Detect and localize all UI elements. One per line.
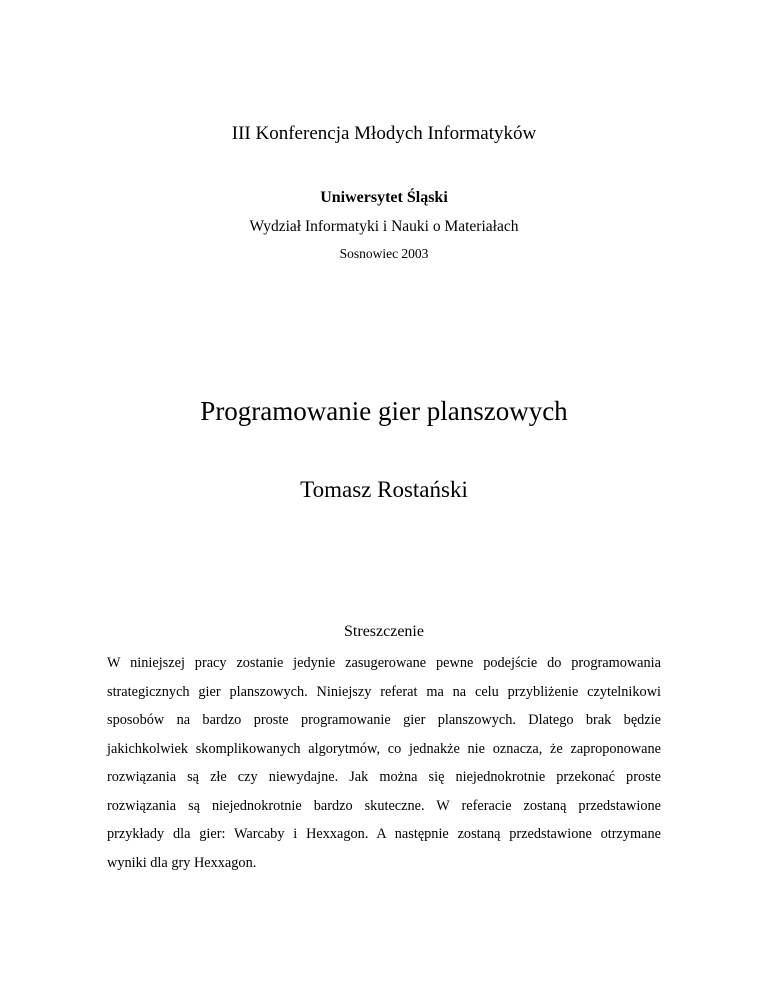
abstract-line: W niniejszej pracy zostanie jedynie zasugerowane pewne podejście do programowania: [107, 655, 661, 671]
abstract-body: [107, 649, 661, 877]
abstract-line: wyniki dla gry Hexxagon.: [107, 854, 257, 871]
university-name: Uniwersytet Śląski: [320, 189, 448, 206]
abstract-line: sposobów na bardzo proste programowanie gier planszowych. Dlatego brak będzie: [107, 712, 661, 728]
abstract-line: rozwiązania są niejednokrotnie bardzo skuteczne. W referacie zostaną przedstawione: [107, 797, 661, 814]
conference-name: III Konferencja Młodych Informatyków: [231, 123, 537, 144]
abstract-line: rozwiązania są złe czy niewydajne. Jak można się niejednokrotnie przekonać proste: [107, 769, 661, 785]
abstract-line: jakichkolwiek skomplikowanych algorytmów, co jednakże nie oznacza, że zaproponowane: [107, 740, 661, 757]
abstract-line: strategicznych gier planszowych. Niniejszy referat ma na celu przybliżenie czytelnikowi: [107, 683, 661, 700]
paper-author: Tomasz Rostański: [300, 477, 468, 502]
abstract-line: przykłady dla gier: Warcaby i Hexxagon. A następnie zostaną przedstawione otrzymane: [107, 826, 661, 842]
faculty-name: Wydział Informatyki i Nauki o Materiałach: [249, 218, 519, 235]
paper-title: Programowanie gier planszowych: [200, 396, 568, 426]
place-and-year: Sosnowiec 2003: [339, 246, 429, 261]
abstract-heading: Streszczenie: [344, 623, 424, 640]
